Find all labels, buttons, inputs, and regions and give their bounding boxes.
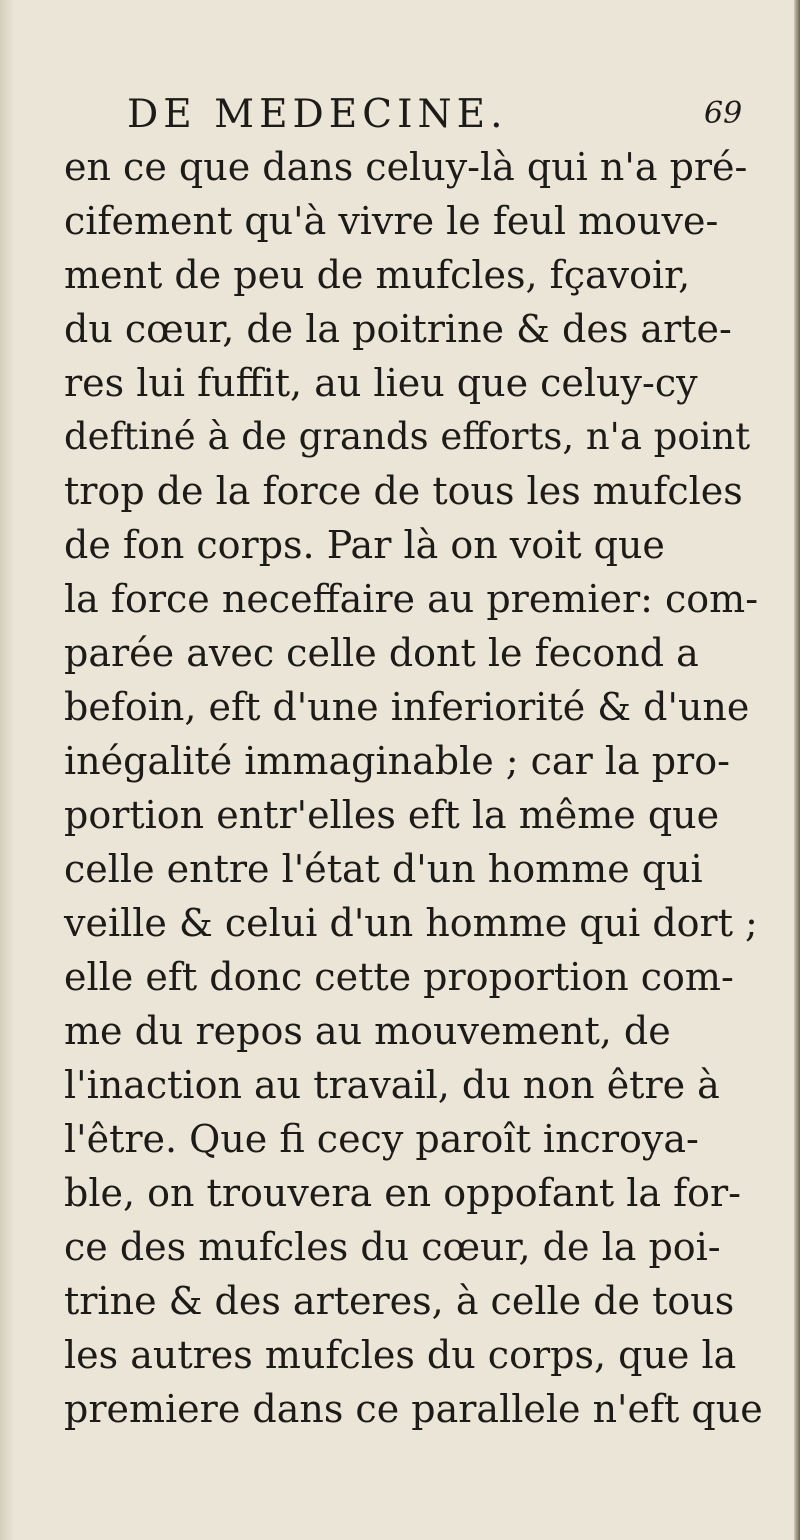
text-line: elle eft donc cette proportion com-: [64, 955, 734, 999]
text-line: la force neceffaire au premier: com-: [64, 577, 759, 621]
text-line: du cœur, de la poitrine & des arte-: [64, 307, 732, 351]
running-head-title: DE MEDECINE.: [127, 92, 508, 137]
text-line: trop de la force de tous les mufcles: [64, 469, 743, 513]
page-edge: [794, 0, 800, 1540]
text-line: res lui fuffit, au lieu que celuy-cy: [64, 361, 698, 405]
text-line: befoin, eft d'une inferiorité & d'une: [64, 685, 750, 729]
text-line: cifement qu'à vivre le feul mouve-: [64, 199, 719, 243]
text-line: de fon corps. Par là on voit que: [64, 523, 665, 567]
text-line: premiere dans ce parallele n'eft que: [64, 1387, 763, 1431]
text-line: veille & celui d'un homme qui dort ;: [64, 901, 758, 945]
text-line: portion entr'elles eft la même que: [64, 793, 720, 837]
text-line: me du repos au mouvement, de: [64, 1009, 671, 1053]
text-line: deftiné à de grands efforts, n'a point: [64, 415, 751, 458]
page-number: 69: [704, 96, 743, 131]
text-line: trine & des arteres, à celle de tous: [64, 1279, 735, 1323]
text-line: parée avec celle dont le fecond a: [64, 631, 699, 675]
text-line: inégalité immaginable ; car la pro-: [64, 739, 730, 783]
text-line: l'être. Que fi cecy paroît incroya-: [64, 1117, 699, 1161]
text-line: les autres mufcles du corps, que la: [64, 1333, 737, 1377]
text-line: celle entre l'état d'un homme qui: [64, 847, 703, 891]
text-line: l'inaction au travail, du non être à: [64, 1063, 720, 1107]
text-line: ce des mufcles du cœur, de la poi-: [64, 1225, 721, 1269]
text-line: en ce que dans celuy-là qui n'a pré-: [64, 145, 748, 189]
text-line: ble, on trouvera en oppofant la for-: [64, 1171, 742, 1215]
text-line: ment de peu de mufcles, fçavoir,: [64, 253, 691, 297]
gutter-shadow: [0, 0, 14, 1540]
